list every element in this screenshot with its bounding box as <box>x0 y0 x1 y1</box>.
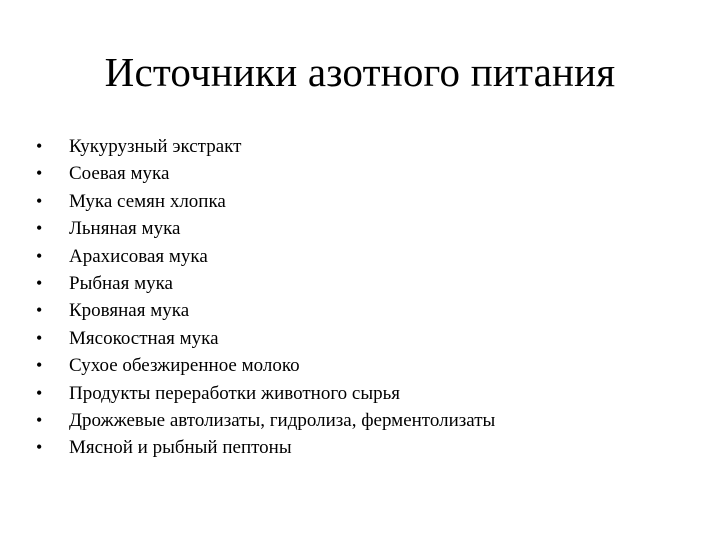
bullet-icon: • <box>36 409 43 430</box>
list-item-text: Кукурузный экстракт <box>69 136 242 157</box>
slide-title: Источники азотного питания <box>104 49 616 95</box>
list-item-text: Сухое обезжиренное молоко <box>69 355 300 377</box>
list-item <box>36 297 696 324</box>
bullet-icon: • <box>36 272 43 293</box>
list-item <box>36 380 696 407</box>
list-item <box>36 133 696 160</box>
list-item-text: Рыбная мука <box>69 272 173 294</box>
list-item <box>36 270 696 297</box>
bullet-icon: • <box>36 245 43 266</box>
list-item-text: Продукты переработки животного сырья <box>69 382 401 404</box>
list-item-text: Кровяная мука <box>69 300 190 322</box>
bullet-icon: • <box>36 327 43 348</box>
list-item <box>36 160 696 187</box>
list-item-text: Мясной и рыбный пептоны <box>69 437 292 459</box>
bullet-icon: • <box>36 382 43 403</box>
list-item <box>36 325 696 352</box>
bullet-icon: • <box>36 190 43 211</box>
bullet-icon: • <box>36 136 43 156</box>
bullet-icon: • <box>36 437 43 458</box>
bullet-icon: • <box>36 218 43 239</box>
list-item-text: Мука семян хлопка <box>69 190 226 212</box>
bullet-icon: • <box>36 163 43 184</box>
list-item <box>36 215 696 242</box>
list-item-text: Дрожжевые автолизаты, гидролиза, ферментолизаты <box>69 409 496 431</box>
list-item <box>36 434 696 461</box>
list-item-text: Льняная мука <box>69 218 181 240</box>
bullet-list <box>36 133 696 462</box>
list-item <box>36 188 696 215</box>
bullet-icon: • <box>36 300 43 321</box>
list-item-text: Мясокостная мука <box>69 327 219 349</box>
list-item-text: Арахисовая мука <box>69 245 208 267</box>
bullet-icon: • <box>36 355 43 376</box>
list-item-text: Соевая мука <box>69 163 170 185</box>
list-item <box>36 352 696 379</box>
list-item <box>36 243 696 270</box>
list-item <box>36 407 696 434</box>
